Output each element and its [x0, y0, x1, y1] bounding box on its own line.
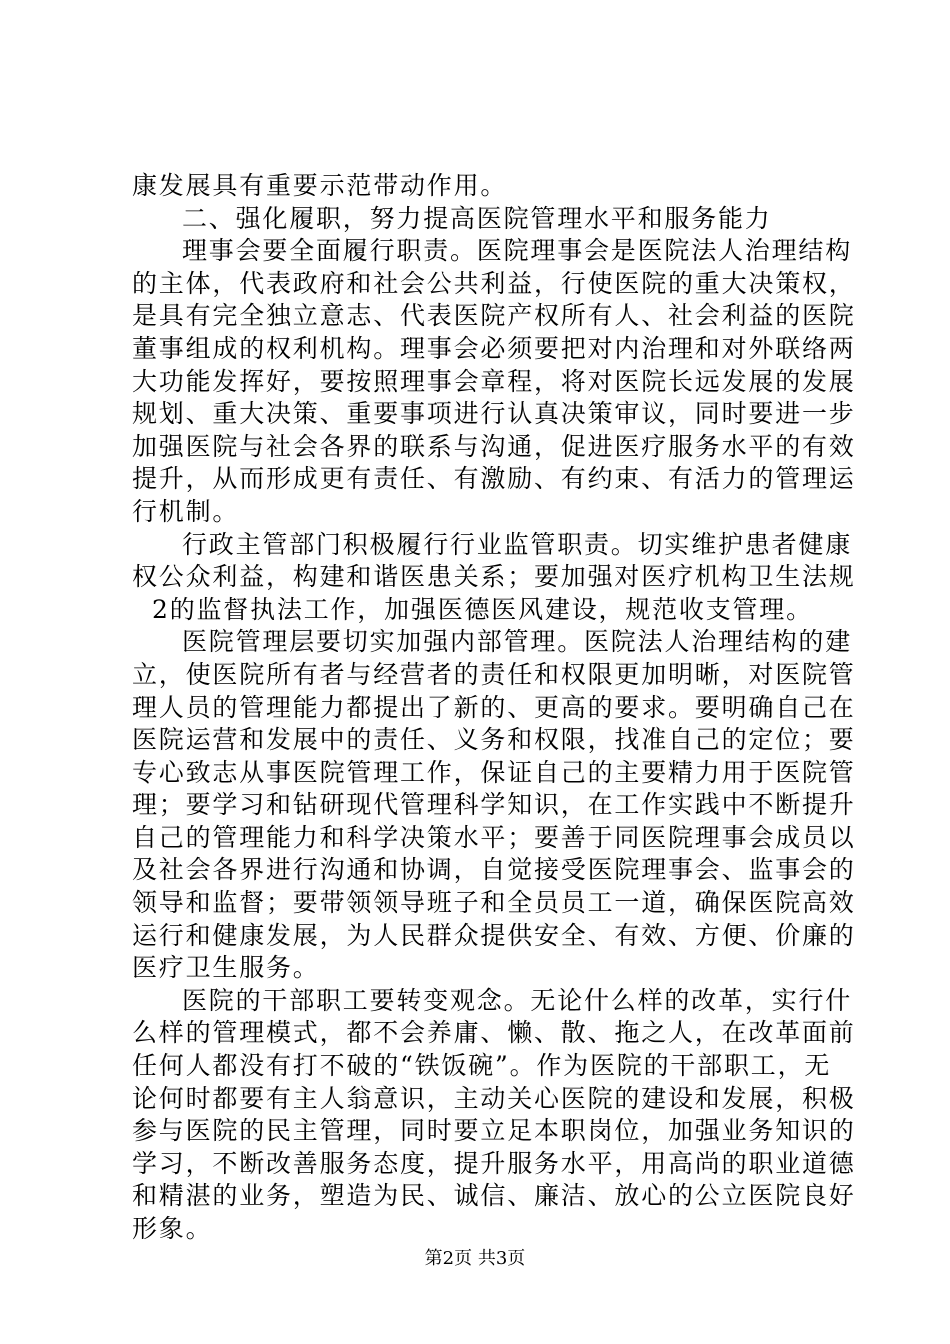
- text-line: 医院管理层要切实加强内部管理。医院法人治理结构的建: [182, 627, 853, 657]
- body-text: [132, 170, 856, 1246]
- text-line: 行机制。: [132, 496, 240, 526]
- page-number-footer: 第2页 共3页: [424, 1248, 526, 1269]
- text-line: 是具有完全独立意志、代表医院产权所有人、社会利益的医院: [132, 301, 856, 331]
- text-line: 2的监督执法工作，加强医德医风建设，规范收支管理。: [152, 594, 813, 624]
- text-line: 形象。: [132, 1214, 213, 1243]
- text-line: 论何时都要有主人翁意识，主动关心医院的建设和发展，积极: [132, 1083, 856, 1113]
- text-line: 运行和健康发展，为人民群众提供安全、有效、方便、价廉的: [132, 920, 856, 950]
- text-line: 学习，不断改善服务态度，提升服务水平，用高尚的职业道德: [132, 1148, 856, 1178]
- text-line: 加强医院与社会各界的联系与沟通，促进医疗服务水平的有效: [132, 431, 856, 461]
- text-line: 提升，从而形成更有责任、有激励、有约束、有活力的管理运: [132, 464, 856, 494]
- text-line: 任何人都没有打不破的“铁饭碗”。作为医院的干部职工，无: [132, 1051, 832, 1081]
- text-line: 参与医院的民主管理，同时要立足本职岗位，加强业务知识的: [132, 1116, 856, 1146]
- text-line: 么样的管理模式，都不会养庸、懒、散、拖之人，在改革面前: [132, 1018, 856, 1048]
- text-line: 理；要学习和钻研现代管理科学知识，在工作实践中不断提升: [132, 790, 856, 820]
- text-line: 和精湛的业务，塑造为民、诚信、廉洁、放心的公立医院良好: [132, 1181, 856, 1211]
- text-line: 董事组成的权利机构。理事会必须要把对内治理和对外联络两: [132, 333, 856, 363]
- section-heading: 二、强化履职，努力提高医院管理水平和服务能力: [182, 203, 772, 233]
- text-line: 行政主管部门积极履行行业监管职责。切实维护患者健康: [182, 529, 853, 559]
- text-line: 立，使医院所有者与经营者的责任和权限更加明晰，对医院管: [132, 659, 856, 689]
- text-line: 康发展具有重要示范带动作用。: [132, 171, 508, 200]
- text-line: 大功能发挥好，要按照理事会章程，将对医院长远发展的发展: [132, 366, 856, 396]
- text-line: 医院运营和发展中的责任、义务和权限，找准自己的定位；要: [132, 725, 856, 755]
- text-line: 专心致志从事医院管理工作，保证自己的主要精力用于医院管: [132, 757, 856, 787]
- text-line: 理人员的管理能力都提出了新的、更高的要求。要明确自己在: [132, 692, 856, 722]
- text-line: 及社会各界进行沟通和协调，自觉接受医院理事会、监事会的: [132, 855, 856, 885]
- text-line: 规划、重大决策、重要事项进行认真决策审议，同时要进一步: [132, 399, 856, 429]
- text-line: 医疗卫生服务。: [132, 953, 320, 983]
- text-line: 自己的管理能力和科学决策水平；要善于同医院理事会成员以: [132, 822, 856, 852]
- text-line: 医院的干部职工要转变观念。无论什么样的改革，实行什: [182, 985, 853, 1015]
- text-line: 权公众利益，构建和谐医患关系；要加强对医疗机构卫生法规: [132, 562, 856, 592]
- text-line: 领导和监督；要带领领导班子和全员员工一道，确保医院高效: [132, 888, 856, 918]
- text-line: 的主体，代表政府和社会公共利益，行使医院的重大决策权，: [132, 268, 856, 298]
- text-line: 理事会要全面履行职责。医院理事会是医院法人治理结构: [182, 236, 853, 266]
